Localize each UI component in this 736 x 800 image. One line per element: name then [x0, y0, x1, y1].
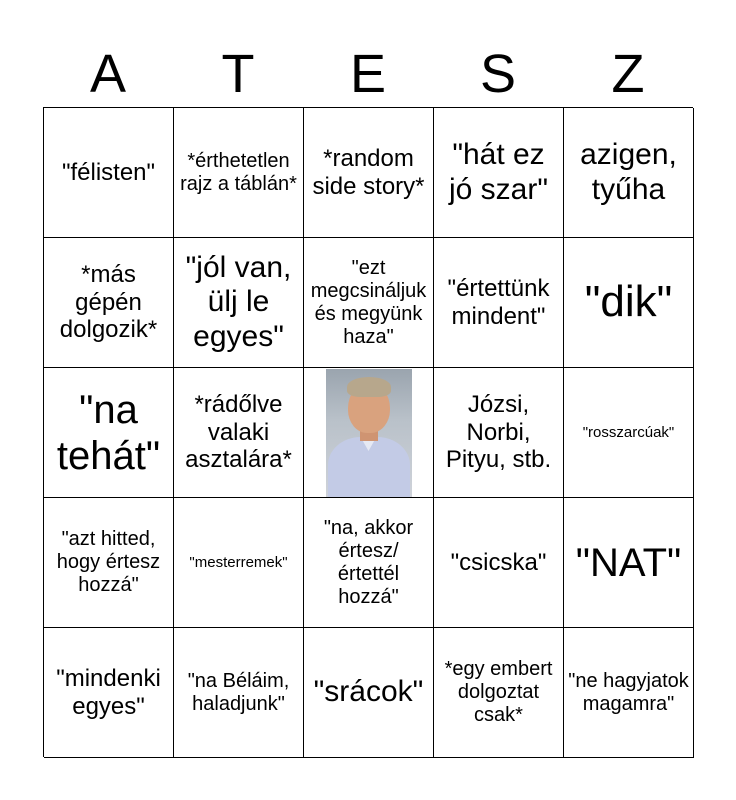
bingo-cell-r5c5[interactable] — [564, 628, 694, 758]
cell-text: "srácok" — [313, 675, 424, 709]
bingo-cell-r3c2[interactable] — [174, 368, 304, 498]
bingo-cell-r2c4[interactable] — [434, 238, 564, 368]
cell-text: *rádőlve valaki asztalára* — [185, 391, 292, 474]
cell-text: "csicska" — [450, 548, 547, 576]
cell-text: *más gépén dolgozik* — [59, 261, 158, 344]
cell-text: "rosszarcúak" — [582, 423, 675, 441]
bingo-cell-r1c2[interactable] — [174, 108, 304, 238]
bingo-cell-r1c3[interactable] — [304, 108, 434, 238]
cell-text: "félisten" — [61, 158, 156, 186]
bingo-cell-free-photo[interactable] — [304, 368, 434, 498]
bingo-cell-r1c5[interactable] — [564, 108, 694, 238]
cell-text: "mindenki egyes" — [56, 664, 161, 720]
cell-text: "ezt megcsináljuk és megyünk haza" — [310, 256, 427, 348]
bingo-cell-r3c4[interactable] — [434, 368, 564, 498]
bingo-header — [43, 40, 693, 108]
bingo-cell-r4c3[interactable] — [304, 498, 434, 628]
cell-text: *random side story* — [312, 144, 425, 200]
header-letter-t: T — [221, 44, 255, 104]
header-letter-e: E — [349, 44, 387, 104]
cell-text: "mesterremek" — [189, 553, 288, 571]
bingo-cell-r4c2[interactable] — [174, 498, 304, 628]
bingo-cell-r3c5[interactable] — [564, 368, 694, 498]
portrait-photo — [326, 369, 412, 497]
cell-text: "na tehát" — [56, 387, 161, 478]
bingo-cell-r4c4[interactable] — [434, 498, 564, 628]
bingo-cell-r5c1[interactable] — [44, 628, 174, 758]
header-letter-s: S — [479, 44, 517, 104]
bingo-cell-r2c1[interactable] — [44, 238, 174, 368]
cell-text: "na Béláim, haladjunk" — [187, 669, 290, 715]
bingo-cell-r4c5[interactable] — [564, 498, 694, 628]
header-letter-a: A — [89, 44, 127, 104]
bingo-cell-r2c2[interactable] — [174, 238, 304, 368]
bingo-cell-r5c3[interactable] — [304, 628, 434, 758]
cell-text: "jól van, ülj le egyes" — [185, 250, 292, 353]
bingo-cell-r1c4[interactable] — [434, 108, 564, 238]
cell-text: "ne hagyjatok magamra" — [568, 669, 689, 715]
cell-text: "dik" — [584, 277, 673, 327]
cell-text: Józsi, Norbi, Pityu, stb. — [445, 391, 552, 474]
bingo-cell-r5c4[interactable] — [434, 628, 564, 758]
cell-text: *egy embert dolgoztat csak* — [444, 658, 553, 726]
photo-hair — [347, 377, 391, 397]
cell-text: *érthetetlen rajz a táblán* — [180, 149, 297, 195]
cell-text: azigen, tyűha — [580, 138, 677, 206]
bingo-cell-r2c5[interactable] — [564, 238, 694, 368]
cell-text: "NAT" — [575, 540, 682, 585]
bingo-board — [43, 107, 693, 757]
cell-text: "hát ez jó szar" — [448, 138, 548, 206]
cell-text: "na, akkor értesz/ értettél hozzá" — [323, 516, 414, 608]
bingo-cell-r1c1[interactable] — [44, 108, 174, 238]
bingo-cell-r5c2[interactable] — [174, 628, 304, 758]
cell-text: "értettünk mindent" — [447, 274, 550, 330]
bingo-cell-r2c3[interactable] — [304, 238, 434, 368]
bingo-cell-r3c1[interactable] — [44, 368, 174, 498]
bingo-cell-r4c1[interactable] — [44, 498, 174, 628]
cell-text: "azt hitted, hogy értesz hozzá" — [56, 528, 161, 596]
header-letter-z: Z — [611, 44, 645, 104]
